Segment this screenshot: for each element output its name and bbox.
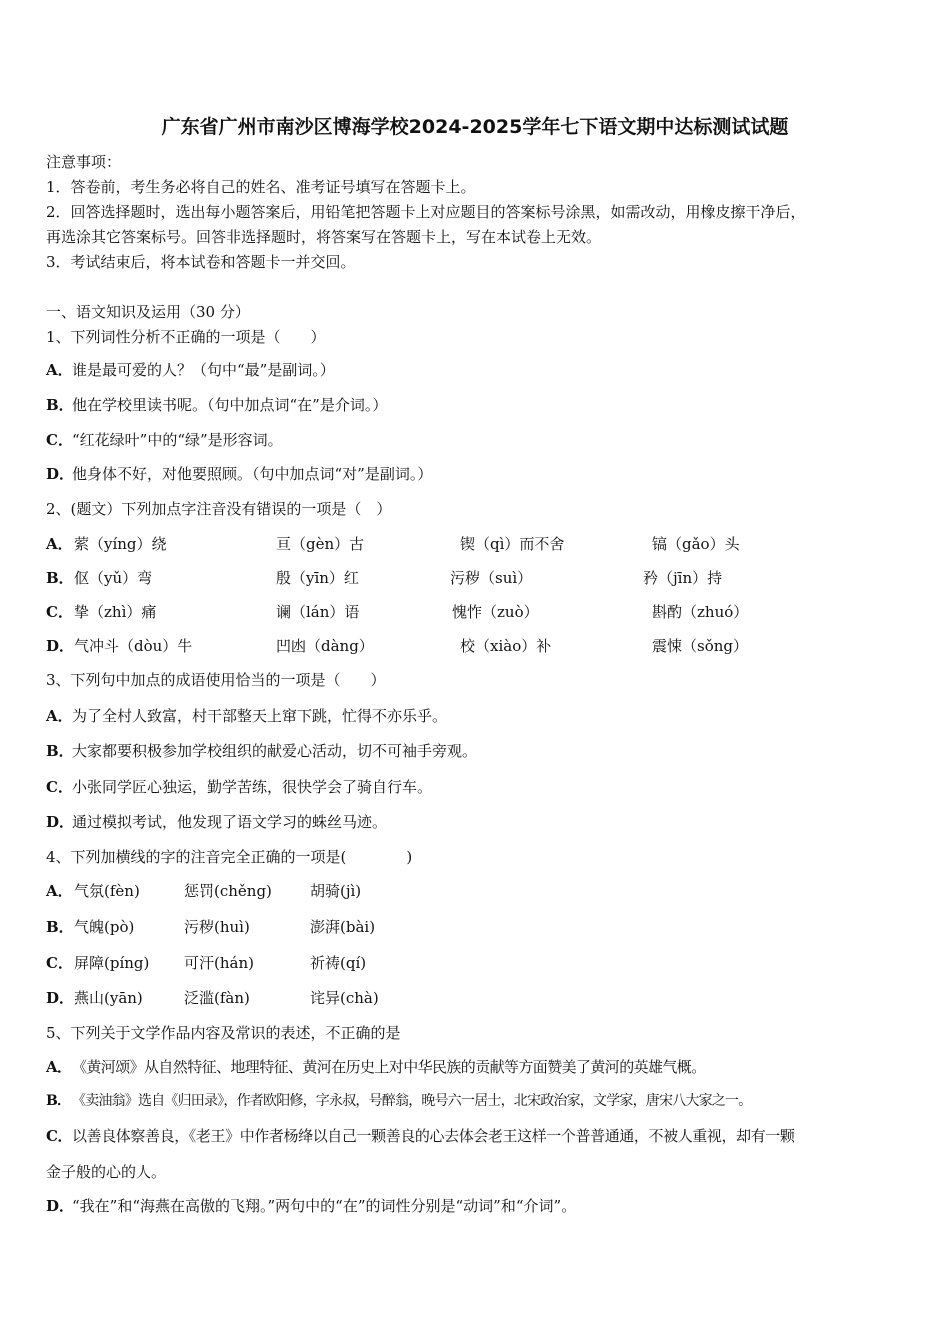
question-1-option-a: [46, 360, 335, 380]
option-cell: 谰（lán）语: [276, 603, 360, 621]
option-text: 《黄河颂》从自然特征、地理特征、黄河在历史上对中华民族的贡献等方面赞美了黄河的英雄气概。: [72, 1058, 706, 1076]
option-cell: 气魄(pò): [74, 918, 135, 936]
option-label: D．: [46, 637, 75, 655]
option-cell: 愧怍（zuò）: [452, 603, 539, 621]
option-label: B．: [46, 742, 74, 760]
option-cell: 伛（yǔ）弯: [74, 569, 153, 587]
question-3-option-b: [46, 741, 477, 761]
question-5-option-b: [46, 1091, 751, 1111]
option-label: C．: [46, 954, 73, 972]
option-cell: 惩罚(chěng): [184, 882, 272, 900]
option-cell: 锲（qì）而不舍: [460, 535, 565, 553]
option-text: 通过模拟考试，他发现了语文学习的蛛丝马迹。: [72, 813, 388, 831]
option-text: 他在学校里读书呢。（句中加点词“在”是介词。）: [72, 396, 388, 414]
option-cell: 澎湃(bài): [310, 918, 376, 936]
option-cell: 屏障(píng): [74, 954, 150, 972]
notice-heading: 注意事项：: [46, 153, 122, 171]
option-text: 《卖油翁》选自《归田录》，作者欧阳修，字永叔，号醉翁，晚号六一居士，北宋政治家，文学家，唐宋八大家之一。: [72, 1093, 752, 1109]
option-label: C．: [46, 431, 73, 449]
question-4-option-b: [46, 917, 72, 937]
option-text: “红花绿叶”中的“绿”是形容词。: [72, 431, 283, 449]
option-text: “我在”和“海燕在高傲的飞翔。”两句中的“在”的词性分别是“动词”和“介词”。: [72, 1197, 577, 1215]
question-4-option-d: [46, 988, 75, 1008]
question-5-stem: 5、下列关于文学作品内容及常识的表述，不正确的是: [46, 1024, 401, 1042]
question-2-option-c: [46, 602, 72, 622]
notice-item: 2．回答选择题时，选出每小题答案后，用铅笔把答题卡上对应题目的答案标号涂黑，如需改动，用橡皮擦干净后，: [46, 203, 806, 221]
option-label: A．: [46, 1058, 72, 1076]
section-heading: 一、语文知识及运用（30 分）: [46, 303, 250, 321]
option-text: 以善良体察善良，《老王》中作者杨绛以自己一颗善良的心去体会老王这样一个普普通通，不被人重视，却有一颗: [72, 1127, 795, 1145]
option-cell: 震悚（sǒng）: [652, 637, 748, 655]
option-cell: 亘（gèn）古: [276, 535, 365, 553]
question-2-stem: 2、(题文）下列加点字注音没有错误的一项是（ ）: [46, 500, 392, 518]
option-cell: 殷（yīn）红: [276, 569, 359, 587]
question-3-option-d: [46, 812, 387, 832]
option-label: C．: [46, 1127, 73, 1145]
option-cell: 祈祷(qí): [310, 954, 367, 972]
option-cell: 镐（gǎo）头: [652, 535, 740, 553]
option-label: C．: [46, 603, 73, 621]
option-label: A．: [46, 882, 73, 900]
question-3-option-a: [46, 706, 447, 726]
option-text: 他身体不好，对他要照顾。（句中加点词“对”是副词。）: [72, 465, 433, 483]
question-3-option-c: [46, 777, 432, 797]
notice-item: 1．答卷前，考生务必将自己的姓名、准考证号填写在答题卡上。: [46, 178, 476, 196]
option-label: D．: [46, 1197, 75, 1215]
question-4-option-c: [46, 953, 72, 973]
option-cell: 燕山(yān): [74, 989, 143, 1007]
option-cell: 泛滥(fàn): [184, 989, 250, 1007]
question-2-option-a: [46, 534, 72, 554]
option-cell: 污秽（suì）: [450, 569, 533, 587]
option-text: 谁是最可爱的人？（句中“最”是副词。）: [72, 361, 335, 379]
question-5-option-d: [46, 1196, 576, 1216]
question-1-stem: 1、下列词性分析不正确的一项是（ ）: [46, 328, 326, 346]
question-5-option-c: [46, 1126, 795, 1146]
option-label: A．: [46, 361, 73, 379]
option-cell: 诧异(chà): [310, 989, 379, 1007]
option-cell: 气冲斗（dòu）牛: [74, 637, 193, 655]
option-cell: 胡骑(jì): [310, 882, 362, 900]
option-label: D．: [46, 465, 75, 483]
option-cell: 可汗(hán): [184, 954, 254, 972]
question-1-option-b: [46, 395, 387, 415]
option-text: 小张同学匠心独运，勤学苦练，很快学会了骑自行车。: [72, 778, 433, 796]
option-label: B．: [46, 1093, 71, 1109]
page-title: 广东省广州市南沙区博海学校2024-2025学年七下语文期中达标测试试题: [161, 116, 789, 138]
notice-item: 3．考试结束后，将本试卷和答题卡一并交回。: [46, 253, 356, 271]
option-cell: 校（xiào）补: [460, 637, 552, 655]
question-1-option-d: [46, 464, 432, 484]
option-label: A．: [46, 707, 73, 725]
option-label: A．: [46, 535, 73, 553]
option-cell: 污秽(huì): [184, 918, 250, 936]
option-text: 为了全村人致富，村干部整天上窜下跳，忙得不亦乐乎。: [72, 707, 448, 725]
option-cell: 气氛(fèn): [74, 882, 140, 900]
option-label: D．: [46, 813, 75, 831]
option-text: 大家都要积极参加学校组织的献爱心活动，切不可袖手旁观。: [72, 742, 478, 760]
option-label: B．: [46, 918, 74, 936]
option-label: C．: [46, 778, 73, 796]
option-cell: 斟酌（zhuó）: [652, 603, 749, 621]
question-1-option-c: [46, 430, 283, 450]
question-4-stem: 4、下列加横线的字的注音完全正确的一项是( ): [46, 848, 413, 866]
option-cell: 凹凼（dàng）: [276, 637, 374, 655]
option-label: D．: [46, 989, 75, 1007]
question-5-option-a: [46, 1057, 706, 1077]
question-2-option-d: [46, 636, 75, 656]
question-3-stem: 3、下列句中加点的成语使用恰当的一项是（ ）: [46, 671, 386, 689]
option-cell: 矜（jīn）持: [643, 569, 723, 587]
question-4-option-a: [46, 881, 72, 901]
option-cell: 萦（yíng）绕: [74, 535, 167, 553]
question-5-option-c-continued: 金子般的心的人。: [46, 1163, 167, 1181]
option-cell: 挚（zhì）痛: [74, 603, 157, 621]
notice-item: 再选涂其它答案标号。回答非选择题时，将答案写在答题卡上，写在本试卷上无效。: [46, 228, 602, 246]
option-label: B．: [46, 396, 74, 414]
question-2-option-b: [46, 568, 72, 588]
option-label: B．: [46, 569, 74, 587]
